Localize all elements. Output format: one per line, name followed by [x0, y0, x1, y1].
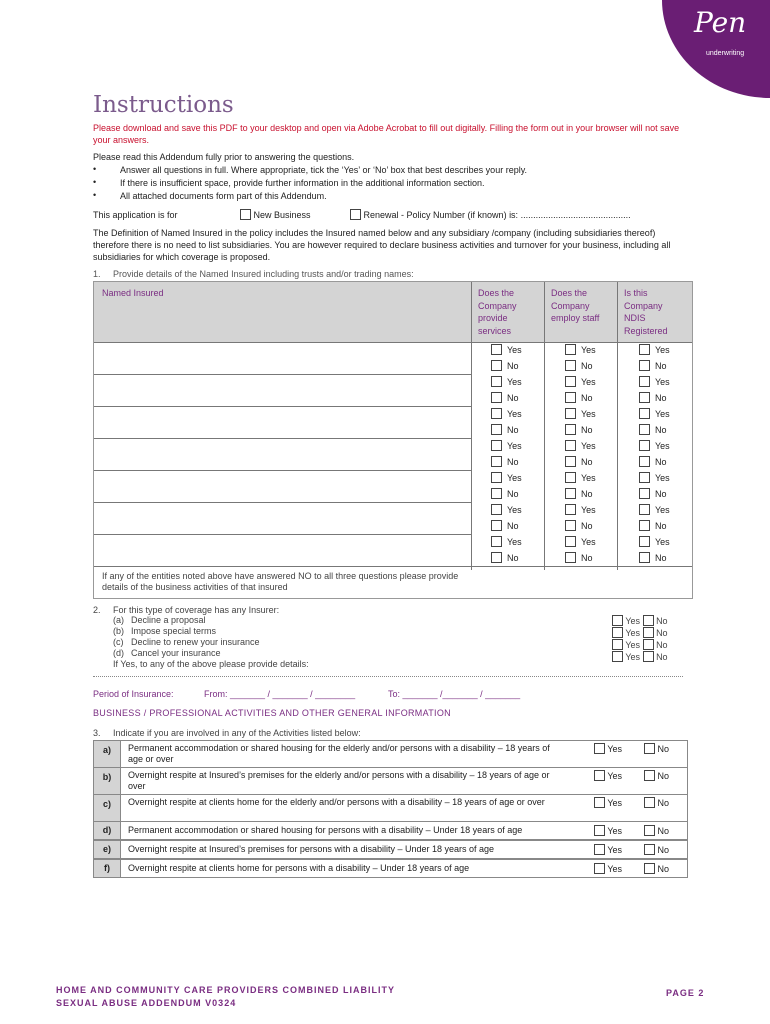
download-notice: Please download and save this PDF to your desktop and open via Adobe Acrobat to fill out digitally. Filling the form out in your browser will not save your answers.: [93, 123, 680, 145]
activity-row: f) Overnight respite at clients home for persons with a disability – Under 18 years of age Yes No: [93, 859, 688, 878]
pen-logo: [662, 0, 770, 98]
yes-checkbox[interactable]: [639, 536, 650, 547]
yes-checkbox[interactable]: [491, 536, 502, 547]
q3-question: Indicate if you are involved in any of the Activities listed below:: [113, 728, 361, 738]
bullet-icon: •: [93, 190, 97, 200]
renewal-checkbox[interactable]: [350, 209, 361, 220]
activity-text: Overnight respite at Insured’s premises for the elderly and/or persons with a disability – 18 years of age or over: [128, 770, 550, 791]
yes-label: Yes: [507, 441, 522, 451]
yes-checkbox[interactable]: [565, 536, 576, 547]
yes-label: Yes: [655, 537, 670, 547]
no-checkbox[interactable]: [491, 360, 502, 371]
yes-label: Yes: [655, 505, 670, 515]
bullet-icon: •: [93, 164, 97, 174]
yes-label: Yes: [655, 377, 670, 387]
no-checkbox[interactable]: [565, 488, 576, 499]
period-label: Period of Insurance:: [93, 689, 174, 699]
col-employ-staff: Does the Company employ staff: [551, 288, 600, 323]
no-checkbox[interactable]: [643, 627, 654, 638]
no-label: No: [655, 393, 667, 403]
no-checkbox[interactable]: [644, 770, 655, 781]
activity-text: Overnight respite at Insured’s premises for persons with a disability – Under 18 years of age: [128, 844, 495, 854]
no-label: No: [655, 457, 667, 467]
yes-label: Yes: [655, 345, 670, 355]
yes-label: Yes: [655, 441, 670, 451]
yes-checkbox[interactable]: [491, 344, 502, 355]
no-checkbox[interactable]: [644, 844, 655, 855]
no-checkbox[interactable]: [639, 392, 650, 403]
yes-checkbox[interactable]: [594, 863, 605, 874]
no-label: No: [507, 489, 519, 499]
yes-checkbox[interactable]: [565, 440, 576, 451]
yes-label: Yes: [507, 473, 522, 483]
no-checkbox[interactable]: [491, 456, 502, 467]
yes-checkbox[interactable]: [565, 344, 576, 355]
no-checkbox[interactable]: [643, 639, 654, 650]
no-checkbox[interactable]: [565, 552, 576, 563]
q2-answers: Yes No Yes No Yes No Yes No: [612, 615, 668, 663]
renewal-option[interactable]: [350, 209, 631, 221]
new-business-label: New Business: [253, 210, 311, 220]
yes-label: Yes: [507, 505, 522, 515]
yes-checkbox[interactable]: [594, 797, 605, 808]
footer-title: HOME AND COMMUNITY CARE PROVIDERS COMBINED LIABILITY: [56, 985, 396, 995]
activity-text: Overnight respite at clients home for the elderly and/or persons with a disability – 18 years of age or over: [128, 797, 545, 807]
application-label: This application is for: [93, 210, 178, 220]
yes-checkbox[interactable]: [491, 408, 502, 419]
period-to[interactable]: To: _______ /_______ / _______: [388, 689, 521, 699]
no-checkbox[interactable]: [644, 743, 655, 754]
activity-row: d) Permanent accommodation or shared housing for persons with a disability – Under 18 years of age Yes No: [93, 821, 688, 840]
no-checkbox[interactable]: [639, 360, 650, 371]
no-label: No: [581, 361, 593, 371]
no-checkbox[interactable]: [644, 825, 655, 836]
yes-no-grid: [94, 344, 692, 566]
intro-text: Please read this Addendum fully prior to answering the questions.: [93, 152, 355, 162]
yes-checkbox[interactable]: [491, 504, 502, 515]
yes-checkbox[interactable]: [639, 472, 650, 483]
activity-row: e) Overnight respite at Insured’s premises for persons with a disability – Under 18 years of age Yes No: [93, 840, 688, 859]
no-label: No: [507, 457, 519, 467]
yes-label: Yes: [581, 377, 596, 387]
activity-text: Permanent accommodation or shared housing for persons with a disability – Under 18 years of age: [128, 825, 523, 835]
yes-checkbox[interactable]: [639, 504, 650, 515]
no-checkbox[interactable]: [639, 520, 650, 531]
no-label: No: [507, 553, 519, 563]
q1-question: Provide details of the Named Insured including trusts and/or trading names:: [113, 269, 414, 279]
no-checkbox[interactable]: [491, 488, 502, 499]
bullet-item: Answer all questions in full. Where appropriate, tick the ‘Yes’ or ‘No’ box that best describes your reply.: [120, 165, 528, 175]
no-label: No: [655, 553, 667, 563]
q2-number: 2.: [93, 605, 101, 615]
yes-label: Yes: [581, 441, 596, 451]
no-label: No: [507, 361, 519, 371]
no-checkbox[interactable]: [491, 552, 502, 563]
q2-items: (a) Decline a proposal (b) Impose special terms (c) Decline to renew your insurance (d) Cancel your insurance If Yes, to any of the above please provide details:: [113, 615, 309, 669]
activity-row: b) Overnight respite at Insured’s premises for the elderly and/or persons with a disability – 18 years of age or over Yes No: [93, 767, 688, 795]
new-business-option[interactable]: [240, 209, 311, 221]
activity-letter: e): [94, 841, 121, 858]
activity-row: a) Permanent accommodation or shared housing for the elderly and/or persons with a disability – 18 years of age or over Yes No: [93, 740, 688, 768]
q3-number: 3.: [93, 728, 101, 738]
no-label: No: [581, 393, 593, 403]
no-checkbox[interactable]: [644, 863, 655, 874]
definition-text: The Definition of Named Insured in the policy includes the Insured named below and any subsidiary /company (including subsidiaries thereof) therefore there is no need to list subsidiaries. You are however required to declare business activities and turnover for your business, including all subsidiaries for which coverage is proposed.: [93, 228, 671, 262]
activity-letter: d): [94, 822, 121, 839]
no-checkbox[interactable]: [491, 392, 502, 403]
no-checkbox[interactable]: [639, 456, 650, 467]
named-insured-table: [93, 281, 693, 599]
activity-letter: a): [94, 741, 121, 767]
no-checkbox[interactable]: [565, 456, 576, 467]
bullet-icon: •: [93, 177, 97, 187]
q1-footer-note: If any of the entities noted above have answered NO to all three questions please provide details of the business activities of that insured: [102, 571, 459, 592]
yes-checkbox[interactable]: [612, 627, 623, 638]
col-provide-services: Does the Company provide services: [478, 288, 517, 336]
no-checkbox[interactable]: [639, 424, 650, 435]
activity-letter: b): [94, 768, 121, 794]
no-checkbox[interactable]: [639, 488, 650, 499]
yes-checkbox[interactable]: [612, 615, 623, 626]
period-from[interactable]: From: _______ / _______ / ________: [204, 689, 356, 699]
yes-checkbox[interactable]: [565, 504, 576, 515]
yes-checkbox[interactable]: [594, 770, 605, 781]
yes-checkbox[interactable]: [594, 743, 605, 754]
yes-label: Yes: [507, 409, 522, 419]
yes-checkbox[interactable]: [612, 651, 623, 662]
footer-subtitle: SEXUAL ABUSE ADDENDUM V0324: [56, 998, 237, 1008]
yes-label: Yes: [507, 345, 522, 355]
yes-label: Yes: [507, 537, 522, 547]
no-label: No: [581, 457, 593, 467]
no-label: No: [581, 553, 593, 563]
no-label: No: [655, 361, 667, 371]
no-label: No: [581, 425, 593, 435]
q2-details-line[interactable]: [93, 676, 683, 677]
yes-checkbox[interactable]: [639, 440, 650, 451]
yes-label: Yes: [581, 409, 596, 419]
renewal-label: Renewal - Policy Number (if known) is: ............................................: [363, 210, 631, 220]
yes-checkbox[interactable]: [612, 639, 623, 650]
no-label: No: [655, 425, 667, 435]
page-number: PAGE 2: [666, 988, 705, 998]
yes-checkbox[interactable]: [491, 472, 502, 483]
yes-label: Yes: [581, 345, 596, 355]
activity-row: c) Overnight respite at clients home for the elderly and/or persons with a disability – 18 years of age or over Yes No: [93, 794, 688, 822]
activity-letter: f): [94, 860, 121, 877]
no-checkbox[interactable]: [565, 520, 576, 531]
page-title: Instructions: [93, 92, 234, 118]
yes-label: Yes: [655, 473, 670, 483]
bullet-item: All attached documents form part of this Addendum.: [120, 191, 327, 201]
yes-checkbox[interactable]: [594, 825, 605, 836]
yes-label: Yes: [581, 505, 596, 515]
yes-checkbox[interactable]: [565, 376, 576, 387]
yes-checkbox[interactable]: [565, 472, 576, 483]
activity-letter: c): [94, 795, 121, 821]
no-checkbox[interactable]: [565, 360, 576, 371]
yes-checkbox[interactable]: [565, 408, 576, 419]
no-label: No: [581, 489, 593, 499]
yes-label: Yes: [581, 537, 596, 547]
activity-text: Overnight respite at clients home for persons with a disability – Under 18 years of age: [128, 863, 470, 873]
col-ndis-registered: Is this Company NDIS Registered: [624, 288, 668, 336]
logo-subtext: underwriting: [706, 50, 745, 57]
yes-label: Yes: [655, 409, 670, 419]
q2-question: For this type of coverage has any Insurer:: [113, 605, 280, 615]
no-checkbox[interactable]: [643, 651, 654, 662]
no-label: No: [655, 489, 667, 499]
no-label: No: [581, 521, 593, 531]
section-heading: BUSINESS / PROFESSIONAL ACTIVITIES AND OTHER GENERAL INFORMATION: [93, 708, 451, 718]
no-label: No: [507, 521, 519, 531]
col-named-insured: Named Insured: [102, 288, 164, 298]
yes-checkbox[interactable]: [491, 376, 502, 387]
no-checkbox[interactable]: [491, 520, 502, 531]
yes-label: Yes: [507, 377, 522, 387]
no-label: No: [507, 393, 519, 403]
yes-checkbox[interactable]: [491, 440, 502, 451]
yes-checkbox[interactable]: [639, 376, 650, 387]
yes-checkbox[interactable]: [594, 844, 605, 855]
no-label: No: [507, 425, 519, 435]
logo-wordmark: Pen: [694, 6, 747, 39]
yes-checkbox[interactable]: [639, 408, 650, 419]
no-checkbox[interactable]: [491, 424, 502, 435]
no-checkbox[interactable]: [565, 392, 576, 403]
yes-label: Yes: [581, 473, 596, 483]
bullet-item: If there is insufficient space, provide further information in the additional information section.: [120, 178, 485, 188]
no-checkbox[interactable]: [644, 797, 655, 808]
no-checkbox[interactable]: [643, 615, 654, 626]
new-business-checkbox[interactable]: [240, 209, 251, 220]
no-label: No: [655, 521, 667, 531]
yes-checkbox[interactable]: [639, 344, 650, 355]
q1-number: 1.: [93, 269, 101, 279]
no-checkbox[interactable]: [639, 552, 650, 563]
no-checkbox[interactable]: [565, 424, 576, 435]
activity-text: Permanent accommodation or shared housing for the elderly and/or persons with a disability – 18 years of age or over: [128, 743, 550, 764]
